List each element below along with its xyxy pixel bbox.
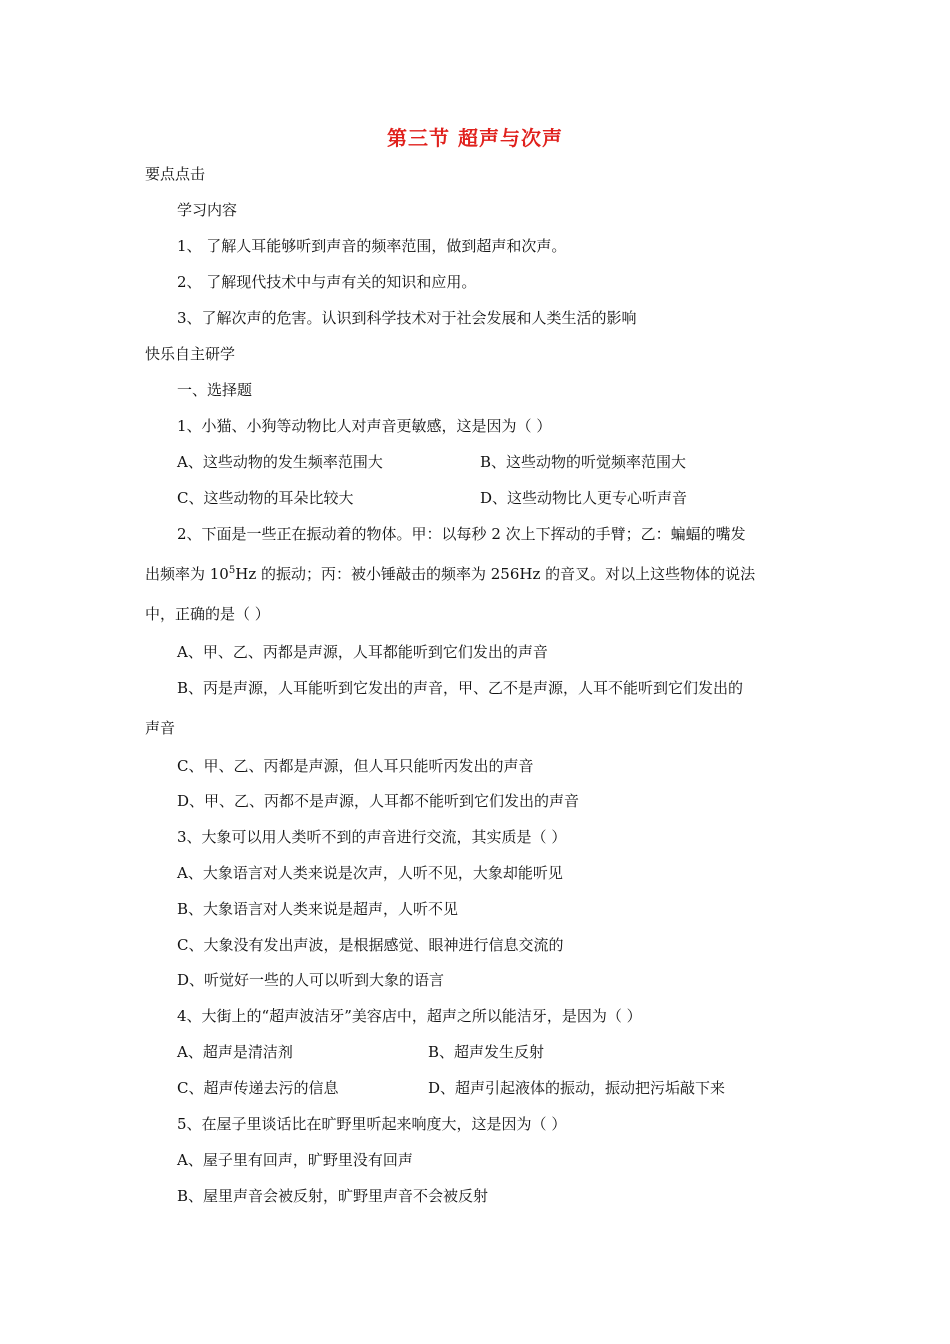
key-points-heading: 要点点击 xyxy=(145,165,206,183)
question-2-exponent: 5 xyxy=(228,565,236,576)
question-4-stem: 4、大街上的“超声波洁牙”美容店中，超声之所以能洁牙，是因为（ ） xyxy=(177,1007,642,1025)
page-title: 第三节 超声与次声 xyxy=(387,126,563,150)
question-3-stem: 3、大象可以用人类听不到的声音进行交流，其实质是（ ） xyxy=(177,828,567,846)
question-2-option-b: B、丙是声源，人耳能听到它发出的声音，甲、乙不是声源，人耳不能听到它们发出的 xyxy=(177,679,744,697)
question-2-option-a: A、甲、乙、丙都是声源，人耳都能听到它们发出的声音 xyxy=(177,643,548,661)
question-2-stem: 2、下面是一些正在振动着的物体。甲：以每秒 2 次上下挥动的手臂；乙：蝙蝠的嘴发 xyxy=(177,525,746,543)
question-3-option-b: B、大象语言对人类来说是超声，人听不见 xyxy=(177,900,459,918)
question-3-option-d: D、听觉好一些的人可以听到大象的语言 xyxy=(177,971,445,989)
question-1-option-c: C、这些动物的耳朵比较大 xyxy=(177,489,354,507)
question-5-stem: 5、在屋子里谈话比在旷野里听起来响度大，这是因为（ ） xyxy=(177,1115,567,1133)
question-1-option-b: B、这些动物的听觉频率范围大 xyxy=(480,453,687,471)
study-heading: 快乐自主研学 xyxy=(145,345,236,363)
question-1-stem: 1、小猫、小狗等动物比人对声音更敏感，这是因为（ ） xyxy=(177,417,552,435)
question-2-text: 出频率为 10 xyxy=(145,565,229,583)
question-4-option-a: A、超声是清洁剂 xyxy=(177,1043,293,1061)
question-4-option-b: B、超声发生反射 xyxy=(428,1043,545,1061)
question-2-option-b-cont: 声音 xyxy=(145,719,176,737)
question-4-option-d: D、超声引起液体的振动，振动把污垢敲下来 xyxy=(428,1079,726,1097)
question-3-option-a: A、大象语言对人类来说是次声，人听不见，大象却能听见 xyxy=(177,864,563,882)
question-2-option-c: C、甲、乙、丙都是声源，但人耳只能听丙发出的声音 xyxy=(177,757,534,775)
question-1-option-a: A、这些动物的发生频率范围大 xyxy=(177,453,383,471)
question-2-option-d: D、甲、乙、丙都不是声源，人耳都不能听到它们发出的声音 xyxy=(177,792,580,810)
learning-item: 1、 了解人耳能够听到声音的频率范围，做到超声和次声。 xyxy=(177,237,567,255)
question-2-stem-cont xyxy=(145,564,755,584)
question-2-text: Hz 的振动；丙：被小锤敲击的频率为 256Hz 的音叉。对以上这些物体的说法 xyxy=(235,565,756,583)
question-1-option-d: D、这些动物比人更专心听声音 xyxy=(480,489,688,507)
section-heading: 一、选择题 xyxy=(177,381,253,399)
question-5-option-b: B、屋里声音会被反射，旷野里声音不会被反射 xyxy=(177,1187,489,1205)
question-4-option-c: C、超声传递去污的信息 xyxy=(177,1079,339,1097)
question-2-stem-cont: 中，正确的是（ ） xyxy=(145,605,270,623)
question-3-option-c: C、大象没有发出声波，是根据感觉、眼神进行信息交流的 xyxy=(177,936,564,954)
question-5-option-a: A、屋子里有回声，旷野里没有回声 xyxy=(177,1151,413,1169)
learning-item: 2、 了解现代技术中与声有关的知识和应用。 xyxy=(177,273,477,291)
learning-content-heading: 学习内容 xyxy=(177,201,238,219)
learning-item: 3、了解次声的危害。认识到科学技术对于社会发展和人类生活的影响 xyxy=(177,309,637,327)
